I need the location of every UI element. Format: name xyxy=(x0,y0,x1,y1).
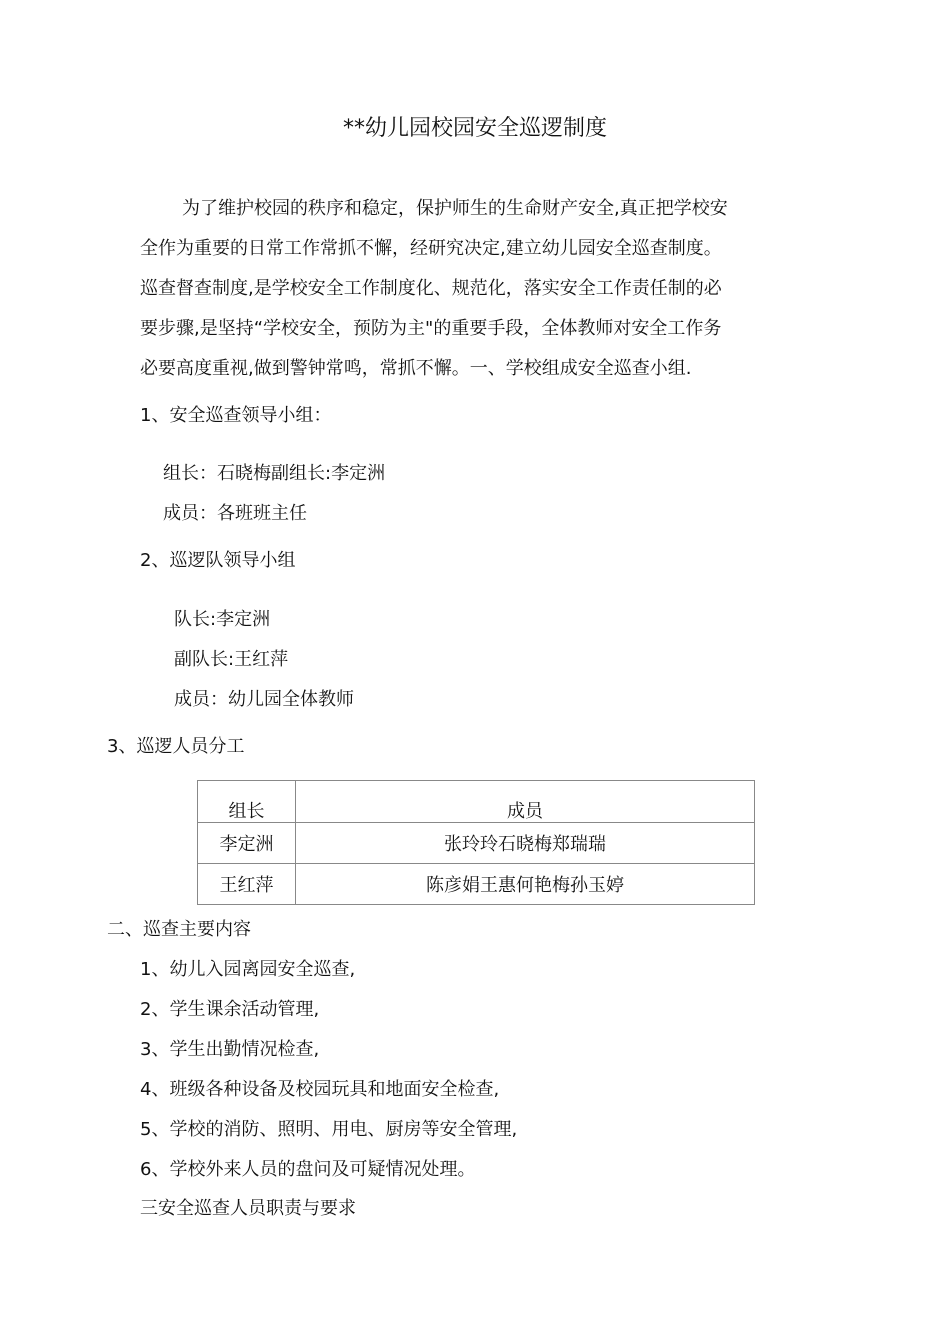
table-header-cell: 组长 xyxy=(198,781,296,823)
table-header-row xyxy=(198,781,755,823)
section3-heading: 3、巡逻人员分工 xyxy=(107,736,245,757)
document-title: **幼儿园校园安全巡逻制度 xyxy=(342,116,607,141)
intro-line: 巡查督查制度,是学校安全工作制度化、规范化，落实安全工作责任制的必 xyxy=(140,278,722,299)
list-item: 4、班级各种设备及校园玩具和地面安全检查, xyxy=(140,1079,500,1100)
part2-heading: 二、巡查主要内容 xyxy=(107,919,251,940)
list-item: 6、学校外来人员的盘问及可疑情况处理。 xyxy=(140,1159,476,1180)
table-cell-leader: 王红萍 xyxy=(198,864,296,905)
intro-line: 必要高度重视,做到警钟常鸣，常抓不懈。一、学校组成安全巡查小组. xyxy=(140,358,692,379)
table-cell-members: 张玲玲石晓梅郑瑞瑞 xyxy=(296,823,755,864)
intro-line: 为了维护校园的秩序和稳定，保护师生的生命财产安全,真正把学校安 xyxy=(182,198,728,219)
table-row xyxy=(198,823,755,864)
section2-captain: 队长:李定洲 xyxy=(174,609,271,630)
section2-vice-captain: 副队长:王红萍 xyxy=(174,649,289,670)
table-cell-members: 陈彦娟王惠何艳梅孙玉婷 xyxy=(296,864,755,905)
part3-heading: 三安全巡查人员职责与要求 xyxy=(140,1198,356,1219)
section1-members: 成员：各班班主任 xyxy=(163,503,307,524)
table-row xyxy=(198,864,755,905)
list-item: 2、学生课余活动管理, xyxy=(140,999,320,1020)
section2-heading: 2、巡逻队领导小组 xyxy=(140,550,296,571)
list-item: 1、幼儿入园离园安全巡查, xyxy=(140,959,356,980)
section1-leaders: 组长：石晓梅副组长:李定洲 xyxy=(163,463,386,484)
table-cell-leader: 李定洲 xyxy=(198,823,296,864)
section2-members: 成员：幼儿园全体教师 xyxy=(174,689,354,710)
table-header-cell: 成员 xyxy=(296,781,755,823)
duty-table xyxy=(197,780,755,905)
section1-heading: 1、安全巡查领导小组： xyxy=(140,405,332,426)
list-item: 5、学校的消防、照明、用电、厨房等安全管理, xyxy=(140,1119,518,1140)
intro-line: 全作为重要的日常工作常抓不懈，经研究决定,建立幼儿园安全巡查制度。 xyxy=(140,238,722,259)
intro-line: 要步骤,是坚持“学校安全，预防为主"的重要手段，全体教师对安全工作务 xyxy=(140,318,722,339)
list-item: 3、学生出勤情况检查, xyxy=(140,1039,320,1060)
